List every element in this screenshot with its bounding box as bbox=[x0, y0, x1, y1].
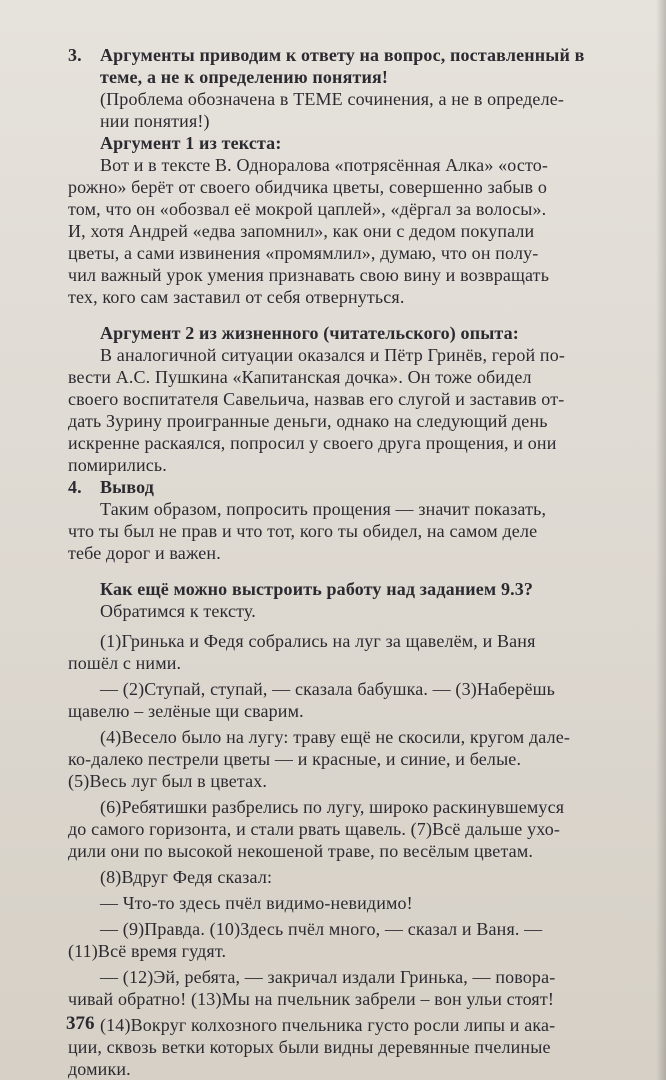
argument-2-line: В аналогичной ситуации оказался и Пётр Гринёв, герой по- bbox=[100, 345, 565, 365]
source-text bbox=[68, 630, 658, 1080]
argument-1-line: рожно» берёт от своего обидчика цветы, совершенно забыв о bbox=[68, 177, 547, 197]
text-line: до самого горизонта, и стали рвать щавель. (7)Всё дальше ухо- bbox=[68, 819, 560, 839]
text-line: — (12)Эй, ребята, — закричал издали Гринька, — повора- bbox=[100, 967, 556, 987]
argument-2-line: искренне раскаялся, попросил у своего друга прощения, и они bbox=[68, 433, 557, 453]
argument-2-line: дать Зурину проигранные деньги, однако на следующий день bbox=[68, 411, 548, 431]
text-paragraph bbox=[68, 796, 658, 862]
text-line: (4)Весело было на лугу: траву ещё не скосили, кругом дале- bbox=[100, 727, 570, 747]
conclusion-line: тебе дорог и важен. bbox=[68, 543, 221, 563]
text-line: щавелю – зелёные щи сварим. bbox=[68, 701, 304, 721]
text-line: (6)Ребятишки разбрелись по лугу, широко раскинувшемуся bbox=[100, 797, 565, 817]
argument-1-line: тех, кого сам заставил от себя отвернуться. bbox=[68, 287, 405, 307]
argument-2-line: вести А.С. Пушкина «Капитанская дочка». Он тоже обидел bbox=[68, 367, 532, 387]
text-line: (14)Вокруг колхозного пчельника густо росли липы и ака- bbox=[100, 1015, 556, 1035]
conclusion-heading: Вывод bbox=[100, 477, 154, 497]
text-line: ко-далеко пестрели цветы — и красные, и синие, и белые. bbox=[68, 749, 522, 769]
argument-1-line: чил важный урок умения признавать свою вину и возвращать bbox=[68, 265, 550, 285]
text-line: ции, сквозь ветки которых были видны деревянные пчелиные bbox=[68, 1037, 551, 1057]
text-line: (5)Весь луг был в цветах. bbox=[68, 771, 268, 791]
argument-1-body bbox=[68, 154, 658, 308]
conclusion-body bbox=[68, 498, 658, 564]
text-paragraph bbox=[68, 892, 658, 914]
point-3-note-line-2: нии понятия!) bbox=[100, 111, 210, 131]
page-content bbox=[68, 44, 658, 1080]
point-number: 3. bbox=[68, 45, 82, 65]
text-line: чивай обратно! (13)Мы на пчельник забрели – вон ульи стоят! bbox=[68, 989, 554, 1009]
argument-2-line: своего воспитателя Савельича, назвав его слугой и заставив от- bbox=[68, 389, 565, 409]
text-paragraph bbox=[68, 966, 658, 1010]
task-subheading: Обратимся к тексту. bbox=[100, 601, 256, 621]
text-line: (11)Всё время гудят. bbox=[68, 941, 227, 961]
point-3-heading-line-1: Аргументы приводим к ответу на вопрос, поставленный в bbox=[100, 45, 585, 65]
text-paragraph bbox=[68, 866, 658, 888]
text-paragraph bbox=[68, 630, 658, 674]
text-line: (8)Вдруг Федя сказал: bbox=[100, 867, 273, 887]
text-line: (1)Гринька и Федя собрались на луг за щавелём, и Ваня bbox=[100, 631, 536, 651]
text-line: домики. bbox=[68, 1059, 131, 1079]
argument-1-line: цветы, а сами извинения «промямлил», думаю, что он полу- bbox=[68, 243, 539, 263]
argument-2-line: помирились. bbox=[68, 455, 167, 475]
point-number: 4. bbox=[68, 477, 82, 497]
argument-1-line: И, хотя Андрей «едва запомнил», как они с дедом покупали bbox=[68, 221, 535, 241]
argument-2-body bbox=[68, 344, 658, 476]
text-paragraph bbox=[68, 678, 658, 722]
text-line: — (2)Ступай, ступай, — сказала бабушка. — (3)Наберёшь bbox=[100, 679, 556, 699]
text-line: дили они по высокой некошеной траве, по весёлым цветам. bbox=[68, 841, 534, 861]
page-number: 376 bbox=[66, 1013, 95, 1034]
point-3-note-line-1: (Проблема обозначена в ТЕМЕ сочинения, а не в определе- bbox=[100, 89, 564, 109]
argument-1-heading: Аргумент 1 из текста: bbox=[100, 133, 282, 153]
conclusion-line: что ты был не прав и что тот, кого ты обидел, на самом деле bbox=[68, 521, 538, 541]
point-3-heading-line-2: теме, а не к определению понятия! bbox=[100, 67, 389, 87]
point-4-heading bbox=[68, 476, 658, 498]
text-line: пошёл с ними. bbox=[68, 653, 182, 673]
page-edge-shadow bbox=[656, 0, 666, 1080]
text-line: — (9)Правда. (10)Здесь пчёл много, — сказал и Ваня. — bbox=[100, 919, 543, 939]
text-line: — Что-то здесь пчёл видимо-невидимо! bbox=[100, 893, 413, 913]
point-3-heading bbox=[68, 44, 658, 66]
conclusion-line: Таким образом, попросить прощения — значит показать, bbox=[100, 499, 547, 519]
argument-2-heading: Аргумент 2 из жизненного (читательского) опыта: bbox=[100, 323, 519, 343]
argument-1-line: Вот и в тексте В. Одноралова «потрясённая Алка» «осто- bbox=[100, 155, 549, 175]
argument-1-line: том, что он «обозвал её мокрой цаплей», «дёргал за волосы». bbox=[68, 199, 547, 219]
text-paragraph bbox=[68, 1014, 658, 1080]
text-paragraph bbox=[68, 726, 658, 792]
text-paragraph bbox=[68, 918, 658, 962]
task-heading: Как ещё можно выстроить работу над заданием 9.3? bbox=[100, 579, 534, 599]
